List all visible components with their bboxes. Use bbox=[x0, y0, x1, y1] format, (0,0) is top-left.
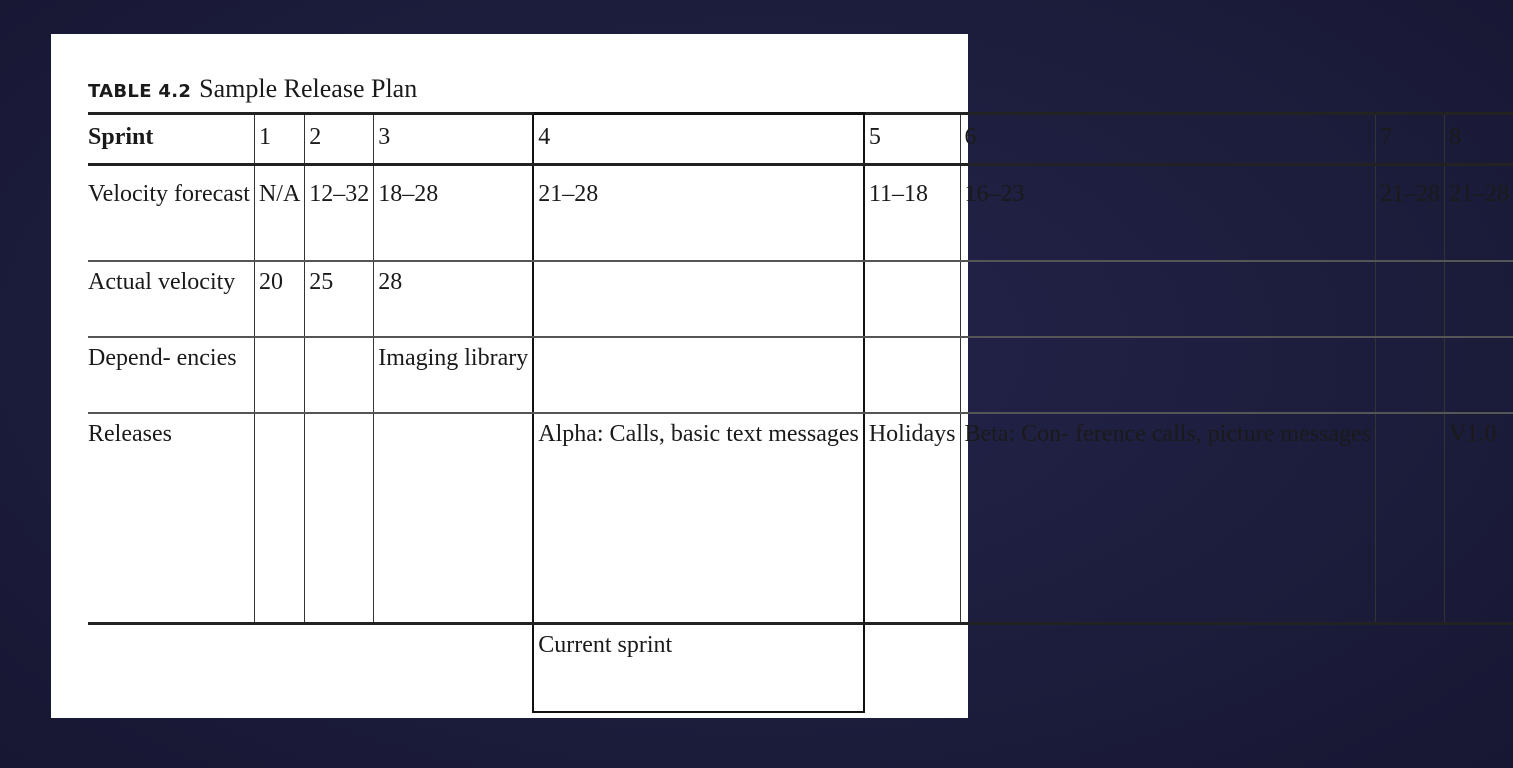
slide bbox=[51, 34, 1510, 718]
table-cell bbox=[864, 261, 960, 337]
table-cell bbox=[1445, 261, 1513, 337]
row-label-actual-velocity: Actual velocity bbox=[88, 261, 254, 337]
table-cell bbox=[1445, 337, 1513, 413]
header-sprint-4: 4 bbox=[533, 114, 864, 165]
table-cell: Imaging library bbox=[374, 337, 533, 413]
table-number: TABLE 4.2 bbox=[88, 81, 192, 102]
current-sprint-note: Current sprint bbox=[533, 624, 864, 713]
table-cell bbox=[254, 337, 304, 413]
table-row bbox=[88, 337, 1513, 413]
table-cell bbox=[533, 337, 864, 413]
table-cell: V1.0 bbox=[1445, 413, 1513, 624]
header-sprint-2: 2 bbox=[305, 114, 374, 165]
table-cell: 20 bbox=[254, 261, 304, 337]
table-cell: Alpha: Calls, basic text messages bbox=[533, 413, 864, 624]
table-cell: 25 bbox=[305, 261, 374, 337]
table-cell: 21–28 bbox=[1376, 165, 1445, 262]
table-cell bbox=[1376, 261, 1445, 337]
table-cell bbox=[305, 413, 374, 624]
table-row bbox=[88, 413, 1513, 624]
table-cell: 16–23 bbox=[960, 165, 1376, 262]
header-sprint-8: 8 bbox=[1445, 114, 1513, 165]
table-cell: N/A bbox=[254, 165, 304, 262]
release-plan-table bbox=[88, 112, 1513, 713]
table-cell bbox=[1376, 413, 1445, 624]
table-cell bbox=[305, 337, 374, 413]
header-sprint-1: 1 bbox=[254, 114, 304, 165]
table-row bbox=[88, 261, 1513, 337]
table-cell: 21–28 bbox=[1445, 165, 1513, 262]
header-sprint-label: Sprint bbox=[88, 114, 254, 165]
header-sprint-3: 3 bbox=[374, 114, 533, 165]
table-cell bbox=[254, 413, 304, 624]
table-cell bbox=[533, 261, 864, 337]
table-cell: 21–28 bbox=[533, 165, 864, 262]
row-label-velocity-forecast: Velocity forecast bbox=[88, 165, 254, 262]
table-footer-row bbox=[88, 624, 1513, 713]
row-label-releases: Releases bbox=[88, 413, 254, 624]
table-cell: Holidays bbox=[864, 413, 960, 624]
table-cell bbox=[1376, 337, 1445, 413]
header-sprint-5: 5 bbox=[864, 114, 960, 165]
row-label-dependencies: Depend- encies bbox=[88, 337, 254, 413]
table-caption bbox=[88, 74, 417, 104]
header-sprint-6: 6 bbox=[960, 114, 1376, 165]
table-cell bbox=[960, 261, 1376, 337]
table-cell: 12–32 bbox=[305, 165, 374, 262]
table-cell: 18–28 bbox=[374, 165, 533, 262]
table-cell bbox=[960, 337, 1376, 413]
table-cell: 28 bbox=[374, 261, 533, 337]
table-header-row bbox=[88, 114, 1513, 165]
table-cell bbox=[864, 337, 960, 413]
table-cell bbox=[374, 413, 533, 624]
header-sprint-7: 7 bbox=[1376, 114, 1445, 165]
table-cell: Beta: Con- ference calls, picture messages bbox=[960, 413, 1376, 624]
table-row bbox=[88, 165, 1513, 262]
table-title: Sample Release Plan bbox=[199, 74, 418, 103]
table-cell: 11–18 bbox=[864, 165, 960, 262]
